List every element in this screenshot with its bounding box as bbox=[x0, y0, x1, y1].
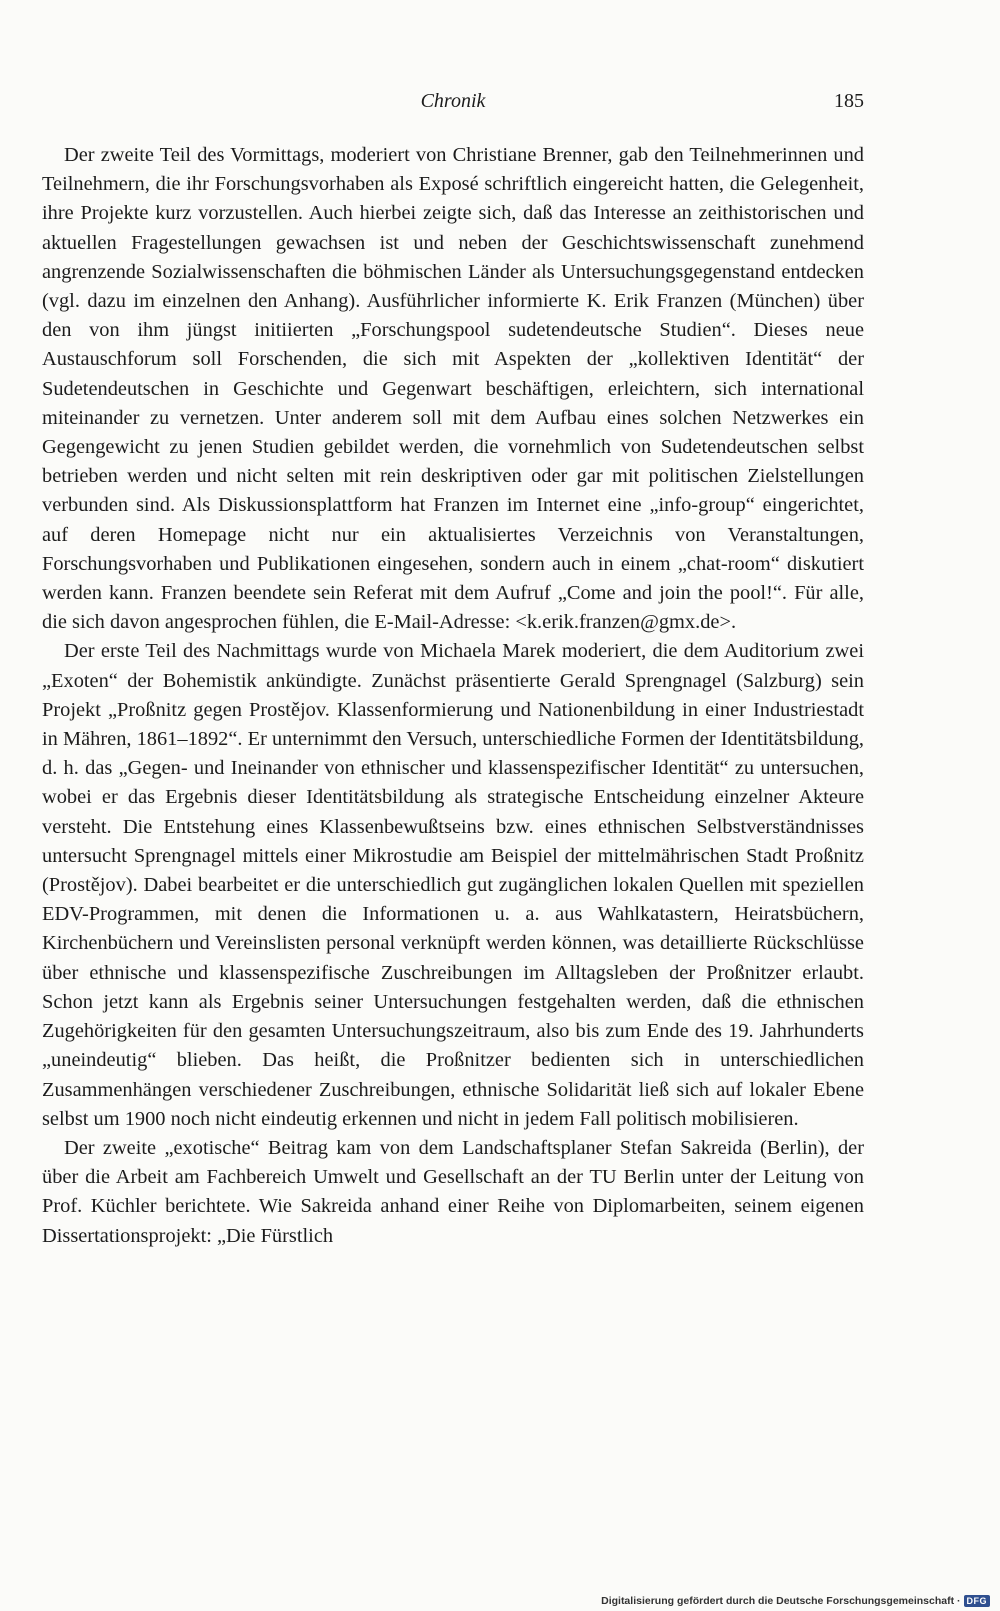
body-text bbox=[42, 141, 864, 1251]
digitization-footer bbox=[601, 1595, 990, 1607]
page-number: 185 bbox=[834, 90, 864, 112]
page-header bbox=[42, 90, 864, 120]
paragraph-1: Der zweite Teil des Vormittags, moderiert von Christiane Brenner, gab den Teilnehmerinnen und Teilnehmern, die ihr Forschungsvorhaben als Exposé schriftlich eingereicht hatten, die Gelegenheit, ihre Projekte kurz vorzustellen. Auch hierbei zeigte sich, daß das Interesse an zeithistorischen und aktuellen Fragestellungen gewachsen ist und neben der Geschichtswissenschaft zunehmend angrenzende Sozialwissenschaften die böhmischen Länder als Untersuchungsgegenstand entdecken (vgl. dazu im einzelnen den Anhang). Ausführlicher informierte K. Erik Franzen (München) über den von ihm jüngst initiierten „Forschungspool sudetendeutsche Studien“. Dieses neue Austauschforum soll Forschenden, die sich mit Aspekten der „kollektiven Identität“ der Sudetendeutschen in Geschichte und Gegenwart beschäftigen, erleichtern, sich international miteinander zu vernetzen. Unter anderem soll mit dem Aufbau eines solchen Netzwerkes ein Gegengewicht zu jenen Studien gebildet werden, die vornehmlich von Sudetendeutschen selbst betrieben werden und nicht selten mit rein deskriptiven oder gar mit politischen Zielstellungen verbunden sind. Als Diskussionsplattform hat Franzen im Internet eine „info-group“ eingerichtet, auf deren Homepage nicht nur ein aktualisiertes Verzeichnis von Veranstaltungen, Forschungsvorhaben und Publikationen eingesehen, sondern auch in einem „chat-room“ diskutiert werden kann. Franzen beendete sein Referat mit dem Aufruf „Come and join the pool!“. Für alle, die sich davon angesprochen fühlen, die E-Mail-Adresse: <k.erik.franzen@gmx.de>. bbox=[42, 144, 864, 634]
running-head: Chronik bbox=[420, 90, 486, 112]
dfg-logo: DFG bbox=[964, 1595, 991, 1607]
paragraph-3: Der zweite „exotische“ Beitrag kam von dem Landschaftsplaner Stefan Sakreida (Berlin), der über die Arbeit am Fachbereich Umwelt und Gesellschaft an der TU Berlin unter der Leitung von Prof. Küchler berichtete. Wie Sakreida anhand einer Reihe von Diplomarbeiten, seinem eigenen Dissertationsprojekt: „Die Fürstlich bbox=[42, 1136, 864, 1247]
footer-text: Digitalisierung gefördert durch die Deutsche Forschungsgemeinschaft · bbox=[601, 1595, 961, 1607]
paragraph-2: Der erste Teil des Nachmittags wurde von Michaela Marek moderiert, die dem Auditorium zwei „Exoten“ der Bohemistik ankündigte. Zunächst präsentierte Gerald Sprengnagel (Salzburg) sein Projekt „Proßnitz gegen Prostějov. Klassenformierung und Nationenbildung in einer Industriestadt in Mähren, 1861–1892“. Er unternimmt den Versuch, unterschiedliche Formen der Identitätsbildung, d. h. das „Gegen- und Ineinander von ethnischer und klassenspezifischer Identität“ zu untersuchen, wobei er das Ergebnis dieser Identitätsbildung als strategische Entscheidung einzelner Akteure versteht. Die Entstehung eines Klassenbewußtseins bzw. eines ethnischen Selbstverständnisses untersucht Sprengnagel mittels einer Mikrostudie am Beispiel der mittelmährischen Stadt Proßnitz (Prostějov). Dabei bearbeitet er die unterschiedlich gut zugänglichen lokalen Quellen mit speziellen EDV-Programmen, mit denen die Informationen u. a. aus Wahlkatastern, Heiratsbüchern, Kirchenbüchern und Vereinslisten personal verknüpft werden können, was detaillierte Rückschlüsse über ethnische und klassenspezifische Zuschreibungen im Alltagsleben der Proßnitzer erlaubt. Schon jetzt kann als Ergebnis seiner Untersuchungen festgehalten werden, daß die ethnischen Zugehörigkeiten für den gesamten Untersuchungszeitraum, also bis zum Ende des 19. Jahrhunderts „uneindeutig“ blieben. Das heißt, die Proßnitzer bedienten sich in unterschiedlichen Zusammenhängen verschiedener Zuschreibungen, ethnische Solidarität ließ sich auf lokaler Ebene selbst um 1900 noch nicht eindeutig erkennen und nicht in jedem Fall politisch mobilisieren. bbox=[42, 640, 864, 1130]
